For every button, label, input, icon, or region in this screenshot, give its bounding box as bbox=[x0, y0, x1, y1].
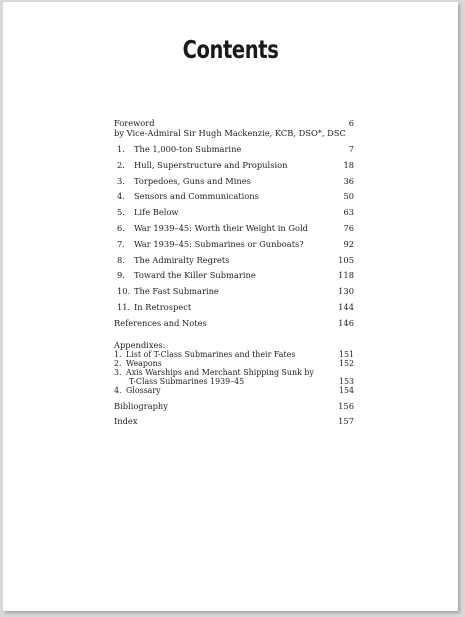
appendix-num: 3. bbox=[114, 367, 122, 377]
chapter-num: 5. bbox=[117, 207, 125, 218]
chapter-page: 144 bbox=[338, 301, 354, 312]
chapter-title: War 1939–45: Submarines or Gunboats? bbox=[134, 238, 304, 249]
appendix-page: 154 bbox=[338, 385, 354, 395]
toc-chapter-3 bbox=[114, 176, 354, 192]
appendix-title: Weapons bbox=[126, 358, 162, 368]
chapter-title: Toward the Killer Submarine bbox=[134, 270, 256, 281]
toc-chapter-6 bbox=[114, 223, 354, 239]
appendix-num: 4. bbox=[114, 385, 122, 395]
appendix-page: 153 bbox=[338, 376, 354, 386]
index-page: 157 bbox=[338, 416, 354, 427]
chapter-list bbox=[114, 144, 354, 318]
chapter-page: 92 bbox=[343, 238, 354, 249]
chapter-num: 8. bbox=[117, 254, 125, 265]
bibliography-label: Bibliography bbox=[114, 400, 168, 411]
chapter-num: 9. bbox=[117, 270, 125, 281]
chapter-num: 1. bbox=[117, 144, 125, 154]
chapter-page: 76 bbox=[343, 222, 354, 233]
chapter-num: 10. bbox=[117, 286, 131, 297]
toc-chapter-11 bbox=[114, 302, 354, 318]
foreword-label: Foreword bbox=[114, 118, 155, 128]
bibliography-page: 156 bbox=[338, 400, 354, 411]
chapter-title: War 1939–45: Worth their Weight in Gold bbox=[134, 222, 308, 233]
table-of-contents bbox=[114, 118, 354, 432]
toc-bibliography bbox=[114, 401, 354, 417]
chapter-page: 50 bbox=[343, 191, 354, 202]
toc-chapter-8 bbox=[114, 255, 354, 271]
chapter-num: 3. bbox=[117, 175, 125, 186]
toc-appendix-4 bbox=[114, 386, 354, 395]
appendix-page: 151 bbox=[338, 349, 354, 359]
chapter-num: 11. bbox=[117, 301, 131, 312]
chapter-page: 63 bbox=[343, 207, 354, 218]
toc-appendix-2 bbox=[114, 359, 354, 368]
chapter-page: 7 bbox=[348, 144, 354, 154]
chapter-title: Sensors and Communications bbox=[134, 191, 259, 202]
toc-appendix-1 bbox=[114, 350, 354, 359]
chapter-page: 18 bbox=[343, 159, 354, 170]
chapter-num: 6. bbox=[117, 222, 125, 233]
chapter-num: 4. bbox=[117, 191, 125, 202]
toc-chapter-4 bbox=[114, 191, 354, 207]
references-page: 146 bbox=[338, 317, 354, 328]
appendix-title-cont: T-Class Submarines 1939–45 bbox=[129, 376, 245, 386]
appendixes-label: Appendixes: bbox=[114, 339, 166, 350]
index-label: Index bbox=[114, 416, 138, 427]
toc-chapter-1 bbox=[114, 144, 354, 160]
toc-chapter-5 bbox=[114, 207, 354, 223]
chapter-title: Life Below bbox=[134, 207, 179, 218]
book-page bbox=[3, 2, 458, 611]
references-label: References and Notes bbox=[114, 317, 207, 328]
chapter-num: 7. bbox=[117, 238, 125, 249]
chapter-page: 105 bbox=[338, 254, 354, 265]
chapter-title: The 1,000-ton Submarine bbox=[134, 144, 242, 154]
chapter-title: In Retrospect bbox=[134, 301, 192, 312]
toc-chapter-2 bbox=[114, 160, 354, 176]
toc-index bbox=[114, 416, 354, 432]
chapter-title: Torpedoes, Guns and Mines bbox=[134, 175, 251, 186]
appendixes-heading-row bbox=[114, 340, 354, 350]
appendix-title: List of T-Class Submarines and their Fates bbox=[126, 349, 296, 359]
appendix-num: 1. bbox=[114, 349, 122, 359]
toc-appendix-3 bbox=[114, 368, 354, 377]
toc-chapter-9 bbox=[114, 270, 354, 286]
page-title: Contents bbox=[182, 35, 279, 64]
toc-references bbox=[114, 318, 354, 334]
toc-chapter-10 bbox=[114, 286, 354, 302]
foreword-page: 6 bbox=[348, 118, 354, 128]
chapter-page: 130 bbox=[338, 286, 354, 297]
chapter-page: 36 bbox=[343, 175, 354, 186]
toc-chapter-7 bbox=[114, 239, 354, 255]
foreword-byline: by Vice-Admiral Sir Hugh Mackenzie, KCB, DSO*, DSC bbox=[114, 128, 346, 138]
appendix-title: Glossary bbox=[126, 385, 161, 395]
appendix-num: 2. bbox=[114, 358, 122, 368]
appendix-title: Axis Warships and Merchant Shipping Sunk by bbox=[126, 367, 314, 377]
chapter-page: 118 bbox=[338, 270, 354, 281]
foreword-byline-row bbox=[114, 128, 354, 138]
toc-appendix-3-cont bbox=[114, 377, 354, 386]
chapter-num: 2. bbox=[117, 159, 125, 170]
chapter-title: Hull, Superstructure and Propulsion bbox=[134, 159, 288, 170]
toc-foreword bbox=[114, 118, 354, 128]
chapter-title: The Fast Submarine bbox=[134, 286, 219, 297]
appendix-page: 152 bbox=[338, 358, 354, 368]
chapter-title: The Admiralty Regrets bbox=[134, 254, 230, 265]
